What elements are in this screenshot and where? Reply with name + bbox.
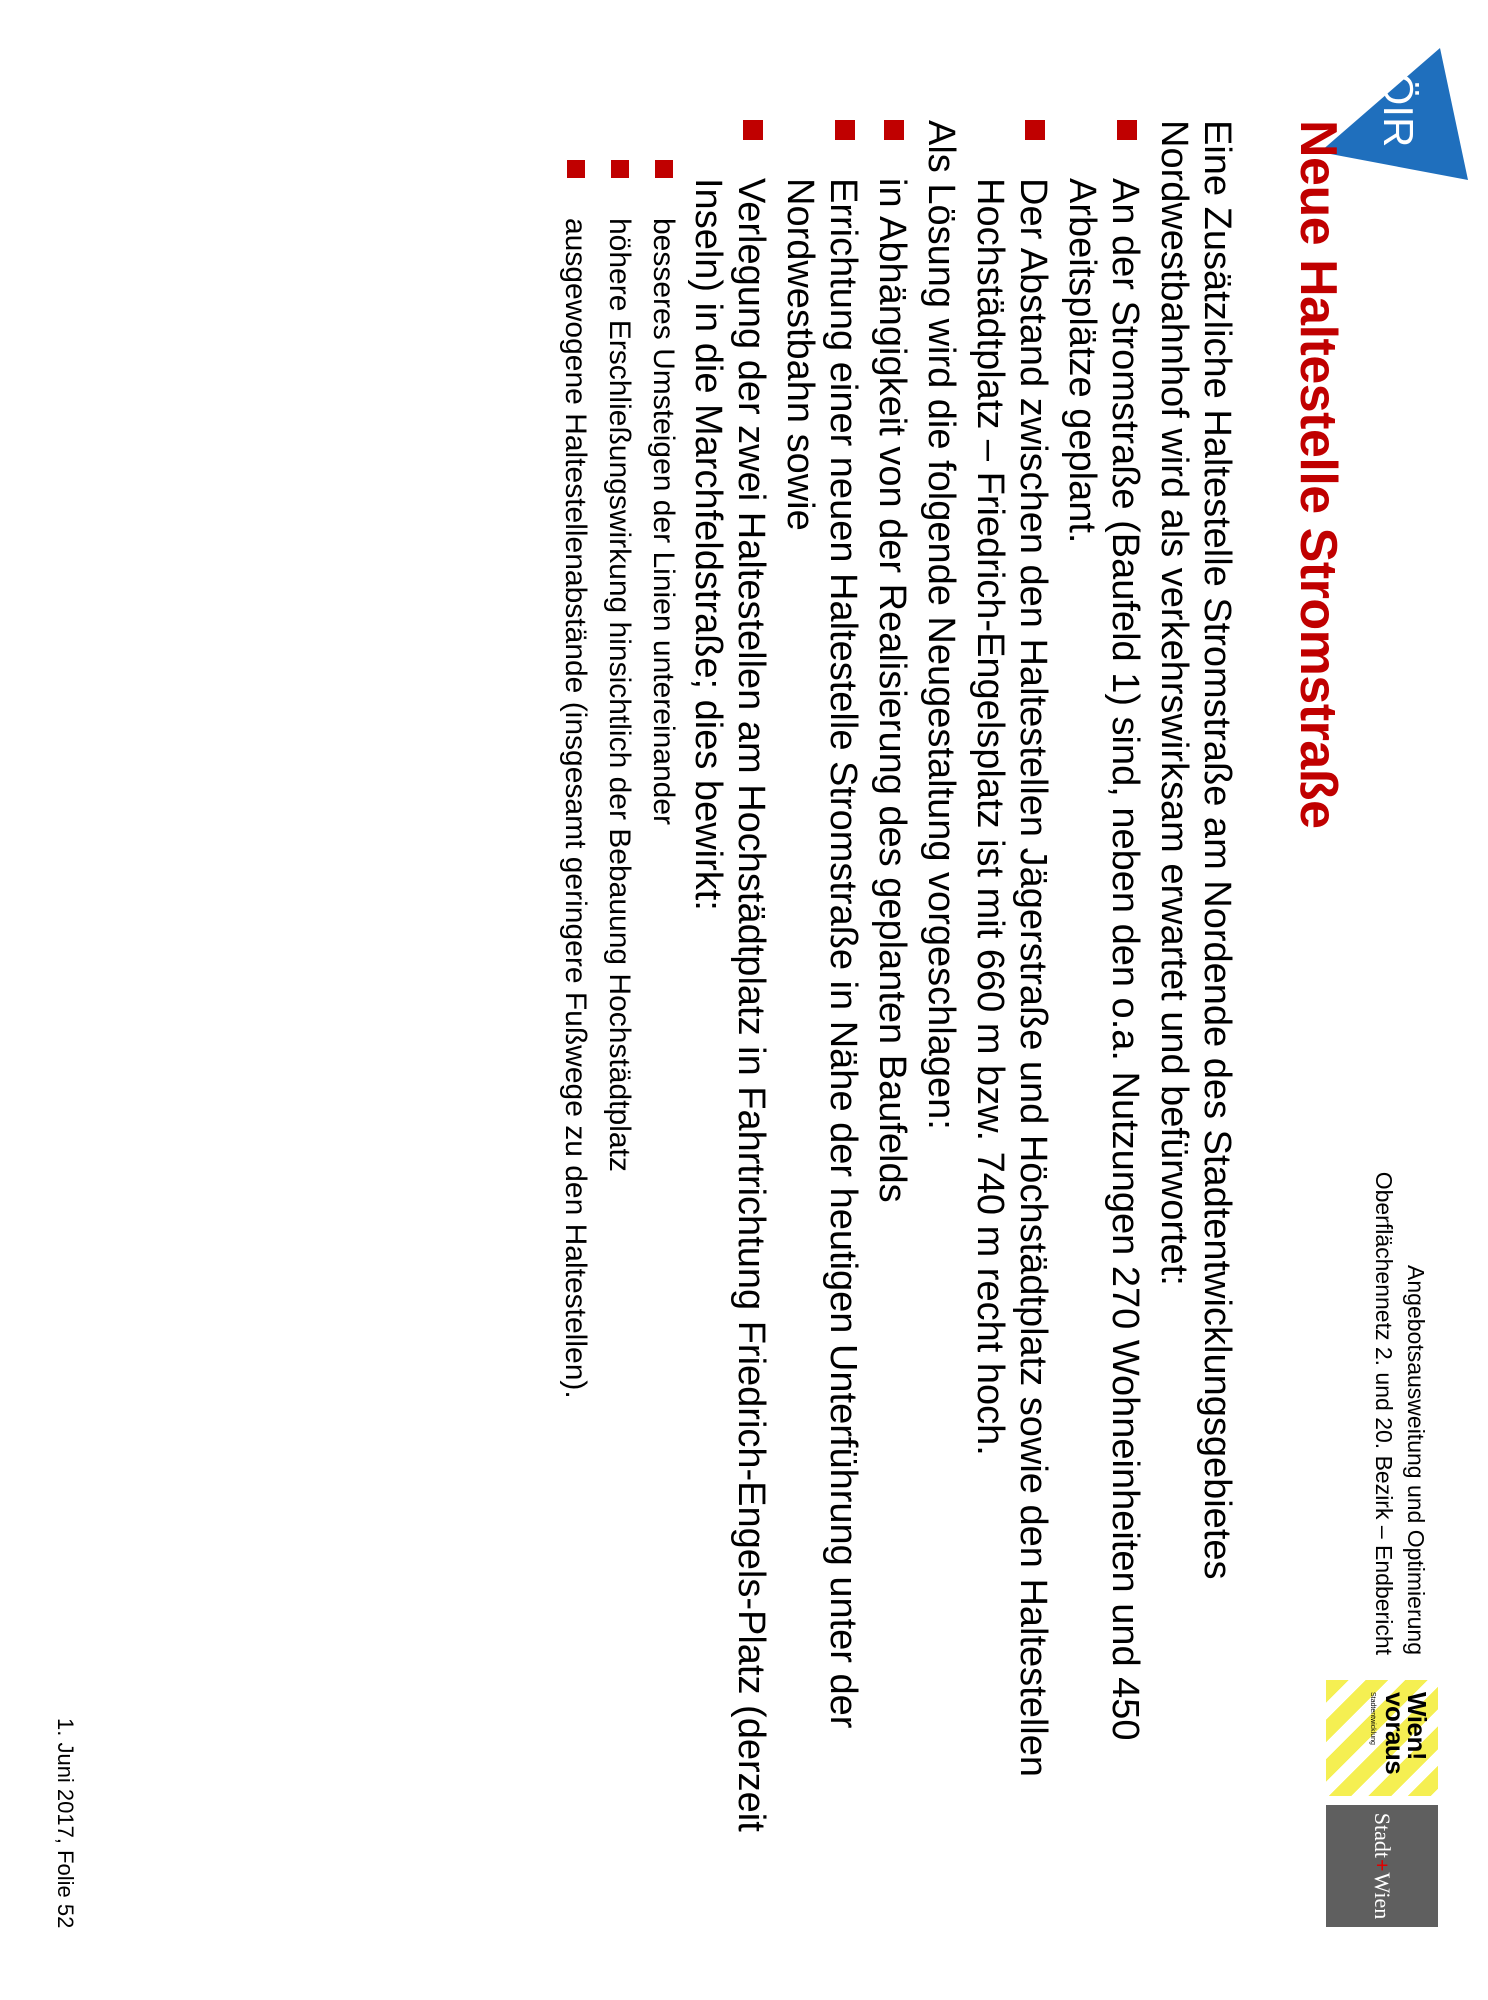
bullet-square-icon <box>743 120 763 140</box>
wien-voraus-line1: Wien! <box>1402 1692 1432 1761</box>
bullet-text: Der Abstand zwischen den Haltestellen Jägerstraße und Höchstädtplatz sowie den Haltestellen Hochstädtplatz – Friedrich-Engelsplatz ist mit 660 m bzw. 740 m recht hoch. <box>969 178 1054 1778</box>
bullet-item <box>1060 120 1146 1880</box>
page-title: Neue Haltestelle Stromstraße <box>1289 120 1347 829</box>
slide-content <box>548 120 1238 1880</box>
sub-bullet-item <box>558 120 592 1880</box>
wien-voraus-logo <box>1326 1680 1438 1796</box>
sub-bullet-item <box>646 120 680 1880</box>
sub-bullet-text: ausgewogene Haltestellenabstände (insgesamt geringere Fußwege zu den Haltestellen). <box>559 218 592 1399</box>
bullet-item <box>968 120 1054 1880</box>
bullet-square-icon <box>884 120 904 140</box>
bullet-square-icon <box>611 160 629 178</box>
stadt-wien-logo <box>1326 1805 1438 1927</box>
bullet-text: An der Stromstraße (Baufeld 1) sind, neben den o.a. Nutzungen 270 Wohneinheiten und 450 Arbeitsplätze geplant. <box>1061 178 1146 1741</box>
sub-bullet-text: besseres Umsteigen der Linien untereinander <box>647 218 680 826</box>
report-title-line2: Oberflächennetz 2. und 20. Bezirk – Endbericht <box>1371 1171 1397 1655</box>
stadt-wien-left: Stadt <box>1370 1812 1395 1858</box>
wien-voraus-subtitle: Stadtentwicklung <box>1369 1692 1376 1745</box>
points-list <box>968 120 1146 1880</box>
effects-list <box>558 120 680 1880</box>
footer-date-page: 1. Juni 2017, Folie 52 <box>53 1718 78 1929</box>
bullet-item <box>870 120 913 1880</box>
intro-paragraph: Eine Zusätzliche Haltestelle Stromstraße am Nordende des Stadtentwicklungsgebietes Nordwestbahnhof wird als verkehrswirksam erwartet und befürwortet: <box>1153 120 1238 1580</box>
oir-logo-text: ÖIR <box>1375 72 1422 148</box>
report-title <box>1368 1115 1432 1655</box>
bullet-item <box>686 120 772 1880</box>
bullet-text: Verlegung der zwei Haltestellen am Hochstädtplatz in Fahrtrichtung Friedrich-Engels-Platz (derzeit Inseln) in die Marchfeldstraße; dies bewirkt: <box>687 178 772 1832</box>
wien-voraus-line2: voraus <box>1380 1692 1410 1775</box>
bullet-text: Errichtung einer neuen Haltestelle Stromstraße in Nähe der heutigen Unterführung unter der Nordwestbahn sowie <box>779 178 864 1729</box>
bullet-square-icon <box>1117 120 1137 140</box>
report-title-line1: Angebotsausweitung und Optimierung <box>1403 1265 1429 1655</box>
stadt-wien-cross-icon: + <box>1370 1858 1395 1872</box>
stadt-wien-right: Wien <box>1370 1872 1395 1920</box>
solution-paragraph: Als Lösung wird die folgende Neugestaltung vorgeschlagen: <box>920 120 962 1130</box>
bullet-square-icon <box>655 160 673 178</box>
bullet-square-icon <box>835 120 855 140</box>
bullet-square-icon <box>1025 120 1045 140</box>
bullet-item <box>778 120 864 1880</box>
sub-bullet-item <box>602 120 636 1880</box>
solutions-list <box>686 120 913 1880</box>
sub-bullet-text: höhere Erschließungswirkung hinsichtlich der Bebauung Hochstädtplatz <box>603 218 636 1172</box>
bullet-square-icon <box>567 160 585 178</box>
bullet-text: in Abhängigkeit von der Realisierung des geplanten Baufelds <box>871 178 913 1203</box>
